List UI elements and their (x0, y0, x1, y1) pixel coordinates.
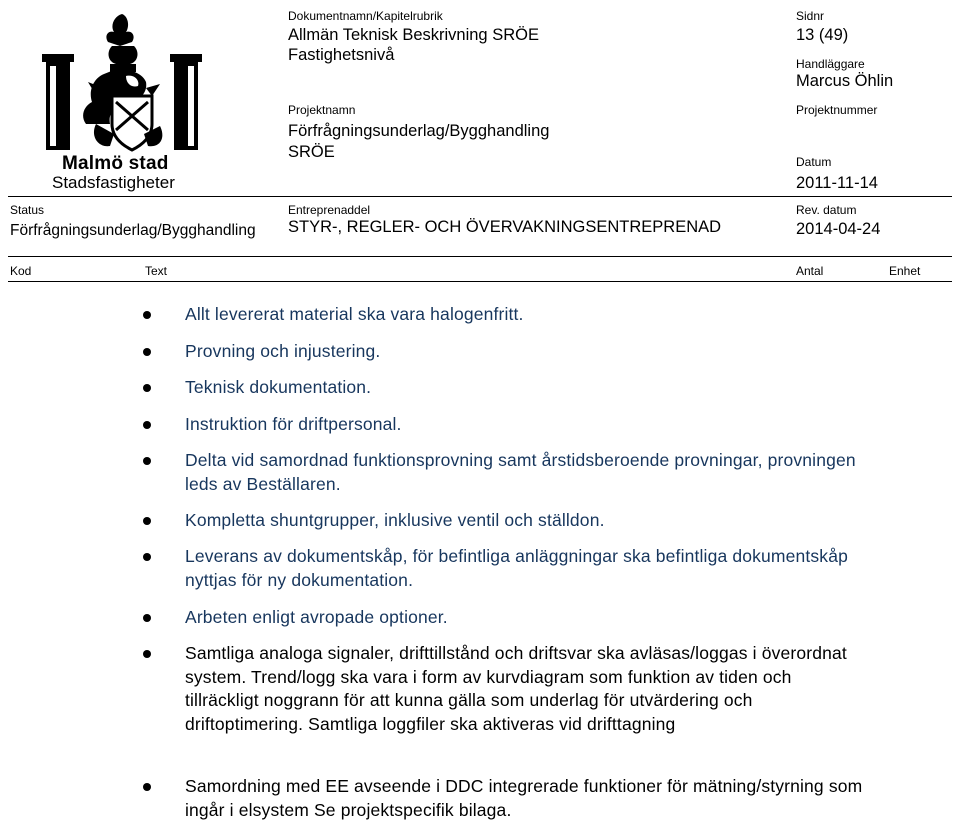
project-name-line1: Förfrågningsunderlag/Bygghandling (288, 122, 550, 140)
malmo-stad-logo (14, 6, 244, 196)
bullet-icon (143, 421, 151, 429)
page-number-value: 13 (49) (796, 26, 849, 44)
bullet-icon (143, 311, 151, 319)
contract-part-label: Entreprenaddel (288, 203, 371, 217)
column-enhet: Enhet (889, 264, 921, 278)
date-label: Datum (796, 155, 832, 169)
bullet-icon (143, 348, 151, 356)
project-number-label: Projektnummer (796, 103, 878, 117)
list-item-text: Leverans av dokumentskåp, för befintliga anläggningar ska befintliga dokumentskåp nyttjas för ny dokumentation. (185, 546, 848, 590)
handler-value: Marcus Öhlin (796, 72, 894, 90)
bullet-icon (143, 614, 151, 622)
list-item-text: Instruktion för driftpersonal. (185, 414, 402, 434)
column-header-top-rule (8, 256, 952, 257)
status-label: Status (10, 203, 45, 217)
status-value: Förfrågningsunderlag/Bygghandling (10, 222, 256, 239)
list-item-text: Teknisk dokumentation. (185, 377, 372, 397)
bullet-icon (143, 457, 151, 465)
list-item-text: Samtliga analoga signaler, drifttillstånd och driftsvar ska avläsas/loggas i överordnat system. Trend/logg ska vara i form av kurvdiagram som funktion av tiden och tillräckligt noggrann för att kunna gälla som underlag för utvärdering och driftoptimering. Samtliga loggfiler ska aktiveras vid drifttagning (185, 643, 847, 734)
bullet-icon (143, 783, 151, 791)
organisation-name: Stadsfastigheter (52, 173, 175, 192)
handler-label: Handläggare (796, 57, 865, 71)
document-name-label: Dokumentnamn/Kapitelrubrik (288, 9, 443, 23)
list-item-text: Kompletta shuntgrupper, inklusive ventil och ställdon. (185, 510, 605, 530)
bullet-icon (143, 517, 151, 525)
revision-date-label: Rev. datum (796, 203, 857, 217)
logo-wordmark: Malmö stad (62, 153, 169, 174)
bullet-icon (143, 553, 151, 561)
column-kod: Kod (10, 264, 32, 278)
revision-date-value: 2014-04-24 (796, 220, 881, 238)
page-number-label: Sidnr (796, 9, 825, 23)
document-name-line1: Allmän Teknisk Beskrivning SRÖE (288, 26, 539, 44)
column-text: Text (145, 264, 168, 278)
list-item-text: Allt levererat material ska vara halogenfritt. (185, 304, 524, 324)
bullet-icon (143, 650, 151, 658)
coat-of-arms-icon (14, 6, 244, 156)
project-name-label: Projektnamn (288, 103, 356, 117)
bullet-icon (143, 384, 151, 392)
header-divider (8, 196, 952, 197)
list-item-text: Samordning med EE avseende i DDC integrerade funktioner för mätning/styrning som ingår i elsystem Se projektspecifik bilaga. (185, 776, 863, 820)
column-header-bottom-rule (8, 281, 952, 282)
list-item-text: Delta vid samordnad funktionsprovning samt årstidsberoende provningar, provningen leds av Beställaren. (185, 450, 856, 494)
document-name-line2: Fastighetsnivå (288, 46, 395, 64)
list-item-text: Provning och injustering. (185, 341, 381, 361)
date-value: 2011-11-14 (796, 174, 878, 192)
list-item-text: Arbeten enligt avropade optioner. (185, 607, 448, 627)
column-antal: Antal (796, 264, 824, 278)
project-name-line2: SRÖE (288, 143, 335, 161)
contract-part-value: STYR-, REGLER- OCH ÖVERVAKNINGSENTREPRENAD (288, 218, 722, 236)
